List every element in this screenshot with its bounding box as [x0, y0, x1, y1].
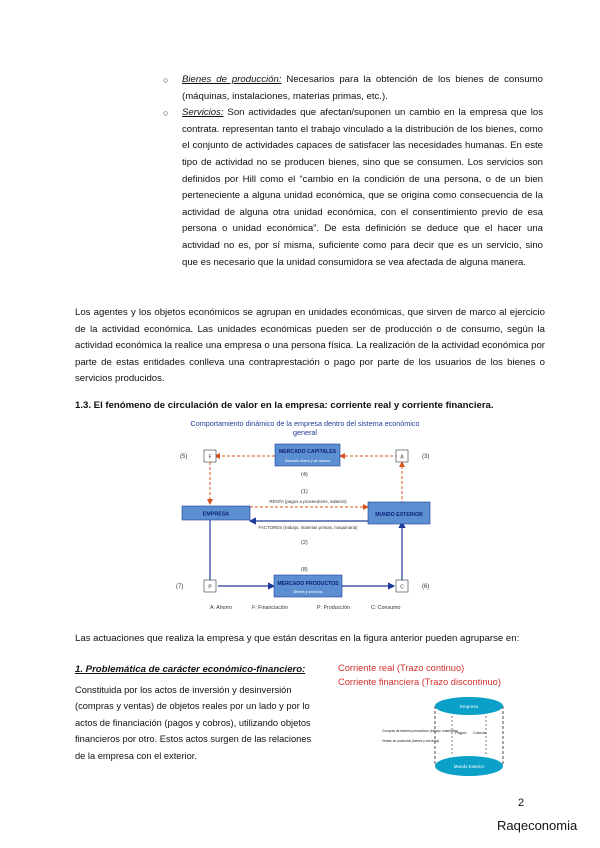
mercado-capitales-label: MERCADO CAPITALES — [278, 449, 337, 455]
empresa-ellipse-label: Empresa — [459, 704, 479, 709]
intro-paragraph: Los agentes y los objetos económicos se agrupan en unidades económicas, que sirven de marco al ejercicio de la actividad económica. Las unidades económicas pueden ser de producción o de consumo, según la actividad económica la realice una empresa o una persona física. La realización de la actividad económica por parte de estas entidades conlleva una contraprestación o pago por parte de los usuarios de los bienes o servicios producidos. — [75, 307, 545, 385]
legend-corriente-financiera: Corriente financiera (Trazo discontinuo) — [338, 677, 501, 687]
page-number: 2 — [518, 797, 525, 809]
num-3: (3) — [422, 454, 430, 460]
box-c-label: C — [400, 584, 404, 591]
mercado-capitales-sub: Mercado dinero y de valores — [284, 459, 331, 463]
num-1: (1) — [301, 489, 308, 495]
circulation-diagram — [160, 418, 450, 614]
box-f-label: F — [208, 454, 212, 461]
bullet-bienes-produccion — [163, 72, 543, 105]
renta-label: RENTA (pagos a proveedores, salarios) — [269, 499, 347, 504]
bullet-text: Son actividades que afectan/suponen un cambio en la empresa que los contrata. representan tanto el trabajo vinculado a la distribución de los bienes, como el conjunto de actividades capaces de satisfacer las necesidades humanas. En este tipo de actividad no se producen bienes, sino que se consumen. Los servicios son definidos por Hill como el “cambio en la condición de una persona, o de un bien perteneciente a alguna unidad económica, que se origina como consecuencia de la actividad de alguna otra unidad económica, con el consentimiento previo de esa persona o unidad económica”. De esta definición se deduce que el hacer una actividad no es, por sí misma, suficiente como para decir que es un servicio, sino que es necesario que la unidad consumidora se vea afectada de alguna manera. — [182, 107, 543, 268]
bullet-term: Servicios: — [182, 107, 224, 119]
bullet-servicios — [163, 105, 543, 271]
bullet-circle-icon: ○ — [163, 75, 169, 85]
mercado-productos-sub: Bienes y servicios — [293, 590, 323, 594]
num-4: (4) — [301, 472, 308, 478]
legend-produccion: P: Producción — [317, 605, 350, 611]
bullet-term: Bienes de producción: — [182, 74, 282, 85]
cylinder-diagram — [380, 692, 535, 782]
num-8: (8) — [301, 567, 308, 573]
pagos-label: Pagos — [455, 730, 467, 735]
problematica-title: 1. Problemática de carácter económico-financiero: — [75, 664, 306, 675]
mercado-productos-label: MERCADO PRODUCTOS — [277, 581, 339, 587]
legend-corriente-real: Corriente real (Trazo continuo) — [338, 663, 465, 673]
diagram-title-line1: Comportamiento dinámico de la empresa dentro del sistema económico — [190, 419, 420, 428]
mundo-exterior-label: MUNDO EXTERIOR — [375, 512, 423, 518]
flow-empresa-to-p — [204, 520, 210, 586]
cobros-label: Cobros — [473, 730, 486, 735]
empresa-label: EMPRESA — [202, 511, 230, 518]
actions-paragraph: Las actuaciones que realiza la empresa y que están descritas en la figura anterior pueden agruparse en: — [75, 633, 520, 644]
box-p-label: P — [208, 584, 212, 591]
diagram-title-line2: general — [293, 428, 317, 437]
num-2: (2) — [301, 540, 308, 546]
num-5: (5) — [180, 454, 188, 460]
legend-financiacion: F: Financiación — [252, 605, 288, 611]
left-side-label: Compras de factores productivos (trabajo, materiales) — [382, 729, 459, 733]
num-6: (6) — [422, 584, 430, 590]
brand-footer: Raqeconomia — [497, 818, 578, 833]
bullet-list — [163, 72, 543, 271]
bullet-text: Necesarios para la obtención de los bienes de consumo (máquinas, instalaciones, materias primas, etc.). — [182, 74, 543, 102]
factores-label: FACTORES (trabajo, materias primas, maquinaria) — [258, 525, 358, 530]
legend-ahorro: A: Ahorro — [210, 605, 233, 611]
section-title: 1.3. El fenómeno de circulación de valor en la empresa: corriente real y corriente financiera. — [75, 400, 494, 411]
legend-consumo: C: Consumo — [371, 605, 401, 611]
problematica-body: Constituida por los actos de inversión y desinversión (compras y ventas) de objetos reales por un lado y por lo actos de financiación (pagos y cobros), utilizando objetos financieros por otro. Estos actos surgen de las relaciones de la empresa con el exterior. — [75, 685, 312, 761]
box-a-label: A — [400, 454, 404, 461]
num-7: (7) — [176, 584, 184, 590]
mundo-exterior-ellipse-label: Mundo Exterior — [453, 764, 485, 769]
right-side-label: Ventas de productos (bienes y servicios) — [382, 739, 440, 743]
bullet-circle-icon: ○ — [163, 108, 169, 119]
